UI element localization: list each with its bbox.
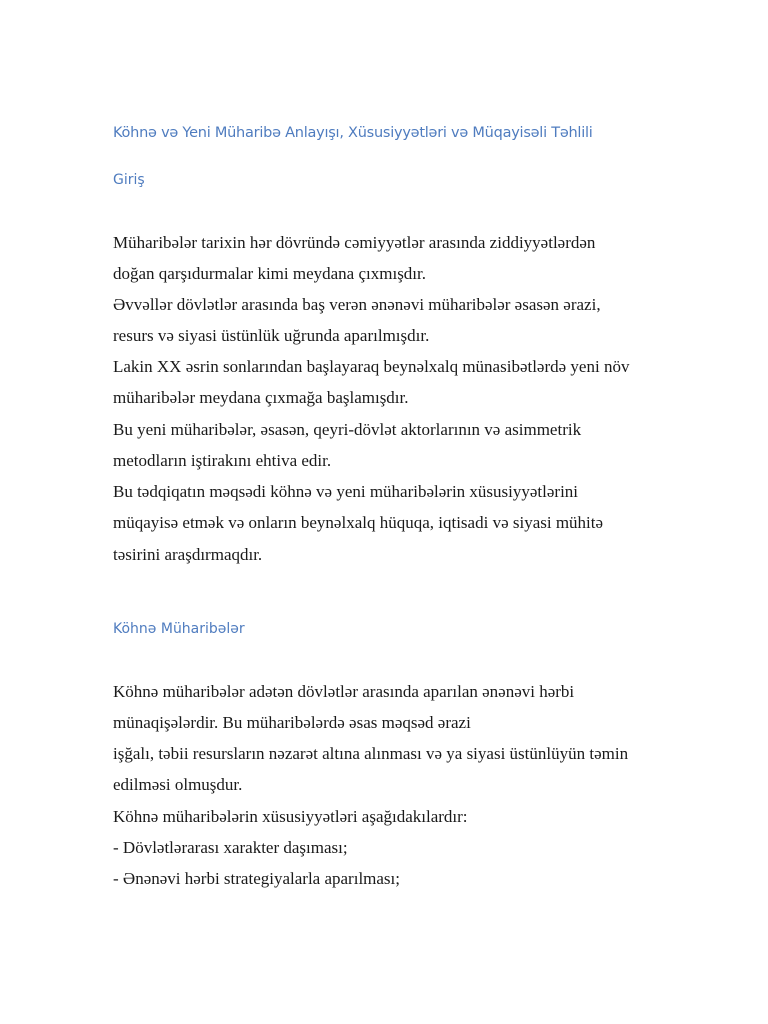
document-title: Köhnə və Yeni Müharibə Anlayışı, Xüsusiyyətləri və Müqayisəli Təhlili <box>113 125 593 141</box>
paragraph-line: edilməsi olmuşdur. <box>113 775 243 794</box>
paragraph-line: Bu tədqiqatın məqsədi köhnə və yeni müharibələrin xüsusiyyətlərini <box>113 482 579 501</box>
section-heading-old-wars: Köhnə Müharibələr <box>113 621 245 637</box>
paragraph-line: Müharibələr tarixin hər dövründə cəmiyyətlər arasında ziddiyyətlərdən <box>113 233 596 252</box>
paragraph-line: müharibələr meydana çıxmağa başlamışdır. <box>113 388 409 407</box>
paragraph-line: Köhnə müharibələrin xüsusiyyətləri aşağıdakılardır: <box>113 807 468 826</box>
paragraph-line: işğalı, təbii resursların nəzarət altına alınması və ya siyasi üstünlüyün təmin <box>113 744 629 763</box>
paragraph-line: təsirini araşdırmaqdır. <box>113 545 263 564</box>
paragraph-line: metodların iştirakını ehtiva edir. <box>113 451 332 470</box>
list-item: - Dövlətlərarası xarakter daşıması; <box>113 838 348 857</box>
paragraph-line: Lakin XX əsrin sonlarından başlayaraq beynəlxalq münasibətlərdə yeni növ <box>113 357 630 376</box>
paragraph-line: Əvvəllər dövlətlər arasında baş verən ənənəvi müharibələr əsasən ərazi, <box>113 295 601 314</box>
paragraph-line: doğan qarşıdurmalar kimi meydana çıxmışdır. <box>113 264 427 283</box>
paragraph-line: Köhnə müharibələr adətən dövlətlər arasında aparılan ənənəvi hərbi <box>113 682 575 701</box>
section-heading-intro: Giriş <box>113 172 145 188</box>
paragraph-line: münaqişələrdir. Bu müharibələrdə əsas məqsəd ərazi <box>113 713 471 732</box>
paragraph-line: resurs və siyasi üstünlük uğrunda aparılmışdır. <box>113 326 430 345</box>
paragraph-line: müqayisə etmək və onların beynəlxalq hüquqa, iqtisadi və siyasi mühitə <box>113 513 604 532</box>
paragraph-line: Bu yeni müharibələr, əsasən, qeyri-dövlət aktorlarının və asimmetrik <box>113 420 582 439</box>
list-item: - Ənənəvi hərbi strategiyalarla aparılması; <box>113 869 400 888</box>
